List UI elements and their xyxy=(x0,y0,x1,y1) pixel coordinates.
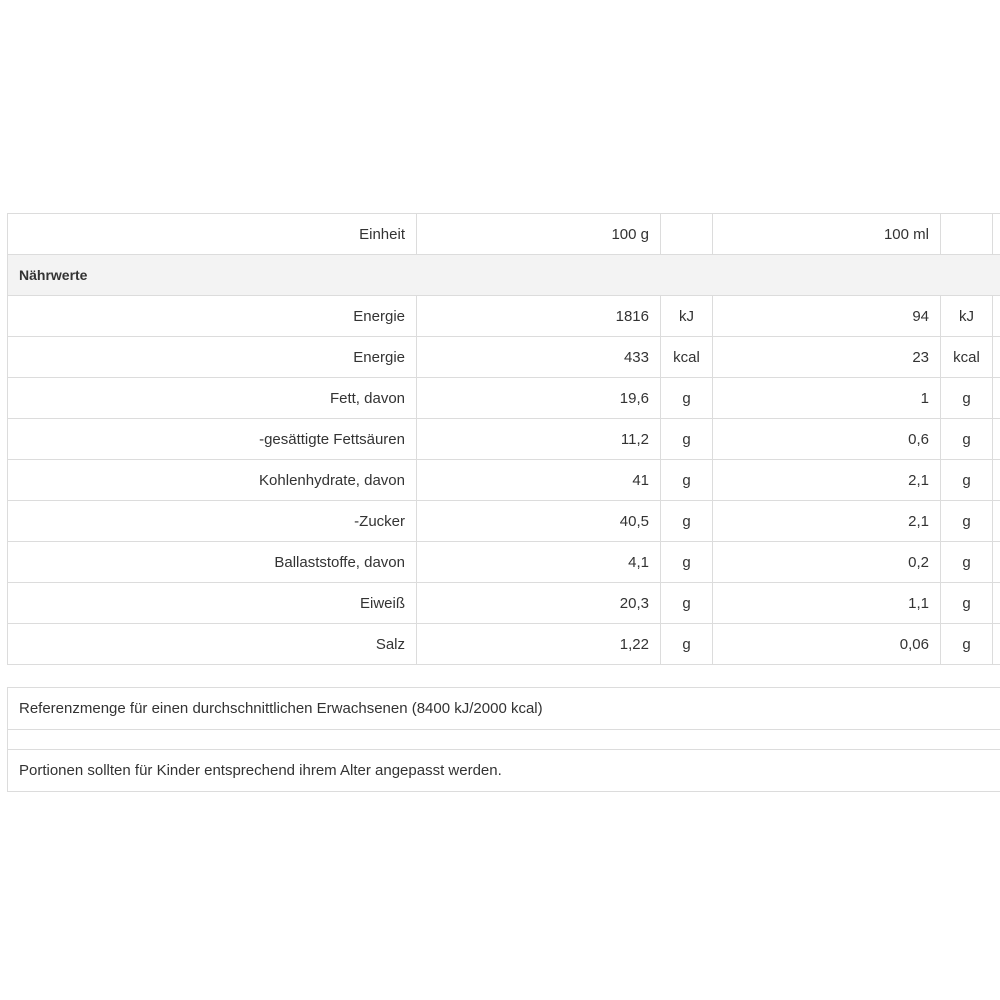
reference-note: Referenzmenge für einen durchschnittlichen Erwachsenen (8400 kJ/2000 kcal) xyxy=(7,688,1000,730)
unit-per-100ml: g xyxy=(941,460,993,501)
nutrient-row xyxy=(8,501,1000,542)
edge-cell xyxy=(993,501,1000,542)
header-col2: 100 ml xyxy=(713,214,941,255)
edge-cell xyxy=(993,378,1000,419)
edge-cell xyxy=(993,583,1000,624)
edge-cell xyxy=(993,419,1000,460)
unit-per-100g: g xyxy=(661,419,713,460)
nutrient-label: Ballaststoffe, davon xyxy=(8,542,417,583)
edge-cell xyxy=(993,542,1000,583)
nutrient-row xyxy=(8,337,1000,378)
value-per-100g: 41 xyxy=(417,460,661,501)
unit-per-100g: kcal xyxy=(661,337,713,378)
nutrient-label: -Zucker xyxy=(8,501,417,542)
value-per-100g: 20,3 xyxy=(417,583,661,624)
header-col1: 100 g xyxy=(417,214,661,255)
nutrient-row xyxy=(8,378,1000,419)
edge-cell xyxy=(993,296,1000,337)
value-per-100ml: 94 xyxy=(713,296,941,337)
unit-per-100ml: kcal xyxy=(941,337,993,378)
unit-per-100g: g xyxy=(661,501,713,542)
nutrient-row xyxy=(8,296,1000,337)
value-per-100g: 11,2 xyxy=(417,419,661,460)
nutrition-table xyxy=(7,213,1000,665)
value-per-100ml: 23 xyxy=(713,337,941,378)
section-title: Nährwerte xyxy=(8,255,1000,296)
nutrient-row xyxy=(8,624,1000,665)
unit-per-100g: g xyxy=(661,460,713,501)
header-label: Einheit xyxy=(8,214,417,255)
nutrient-row xyxy=(8,419,1000,460)
nutrient-label: Fett, davon xyxy=(8,378,417,419)
unit-per-100ml: kJ xyxy=(941,296,993,337)
nutrient-label: Kohlenhydrate, davon xyxy=(8,460,417,501)
header-col2-unit xyxy=(941,214,993,255)
section-row xyxy=(8,255,1000,296)
unit-per-100ml: g xyxy=(941,542,993,583)
unit-per-100g: kJ xyxy=(661,296,713,337)
nutrition-table-container xyxy=(7,213,1000,665)
value-per-100ml: 1,1 xyxy=(713,583,941,624)
value-per-100ml: 1 xyxy=(713,378,941,419)
edge-cell xyxy=(993,337,1000,378)
header-row xyxy=(8,214,1000,255)
value-per-100ml: 0,06 xyxy=(713,624,941,665)
value-per-100g: 4,1 xyxy=(417,542,661,583)
edge-cell xyxy=(993,624,1000,665)
value-per-100g: 433 xyxy=(417,337,661,378)
unit-per-100ml: g xyxy=(941,583,993,624)
unit-per-100g: g xyxy=(661,378,713,419)
unit-per-100ml: g xyxy=(941,501,993,542)
unit-per-100g: g xyxy=(661,583,713,624)
value-per-100g: 1816 xyxy=(417,296,661,337)
unit-per-100g: g xyxy=(661,542,713,583)
nutrient-row xyxy=(8,542,1000,583)
edge-cell xyxy=(993,460,1000,501)
nutrient-row xyxy=(8,583,1000,624)
nutrient-label: -gesättigte Fettsäuren xyxy=(8,419,417,460)
nutrient-label: Salz xyxy=(8,624,417,665)
value-per-100ml: 2,1 xyxy=(713,460,941,501)
value-per-100ml: 0,6 xyxy=(713,419,941,460)
unit-per-100g: g xyxy=(661,624,713,665)
header-col1-unit xyxy=(661,214,713,255)
nutrient-label: Energie xyxy=(8,337,417,378)
unit-per-100ml: g xyxy=(941,378,993,419)
unit-per-100ml: g xyxy=(941,419,993,460)
value-per-100ml: 0,2 xyxy=(713,542,941,583)
edge-cell xyxy=(993,214,1000,255)
notes-spacer xyxy=(7,730,1000,750)
value-per-100g: 1,22 xyxy=(417,624,661,665)
notes xyxy=(7,687,1000,792)
value-per-100g: 40,5 xyxy=(417,501,661,542)
unit-per-100ml: g xyxy=(941,624,993,665)
children-note: Portionen sollten für Kinder entsprechend ihrem Alter angepasst werden. xyxy=(7,750,1000,792)
value-per-100ml: 2,1 xyxy=(713,501,941,542)
nutrient-label: Eiweiß xyxy=(8,583,417,624)
value-per-100g: 19,6 xyxy=(417,378,661,419)
nutrient-label: Energie xyxy=(8,296,417,337)
nutrient-row xyxy=(8,460,1000,501)
